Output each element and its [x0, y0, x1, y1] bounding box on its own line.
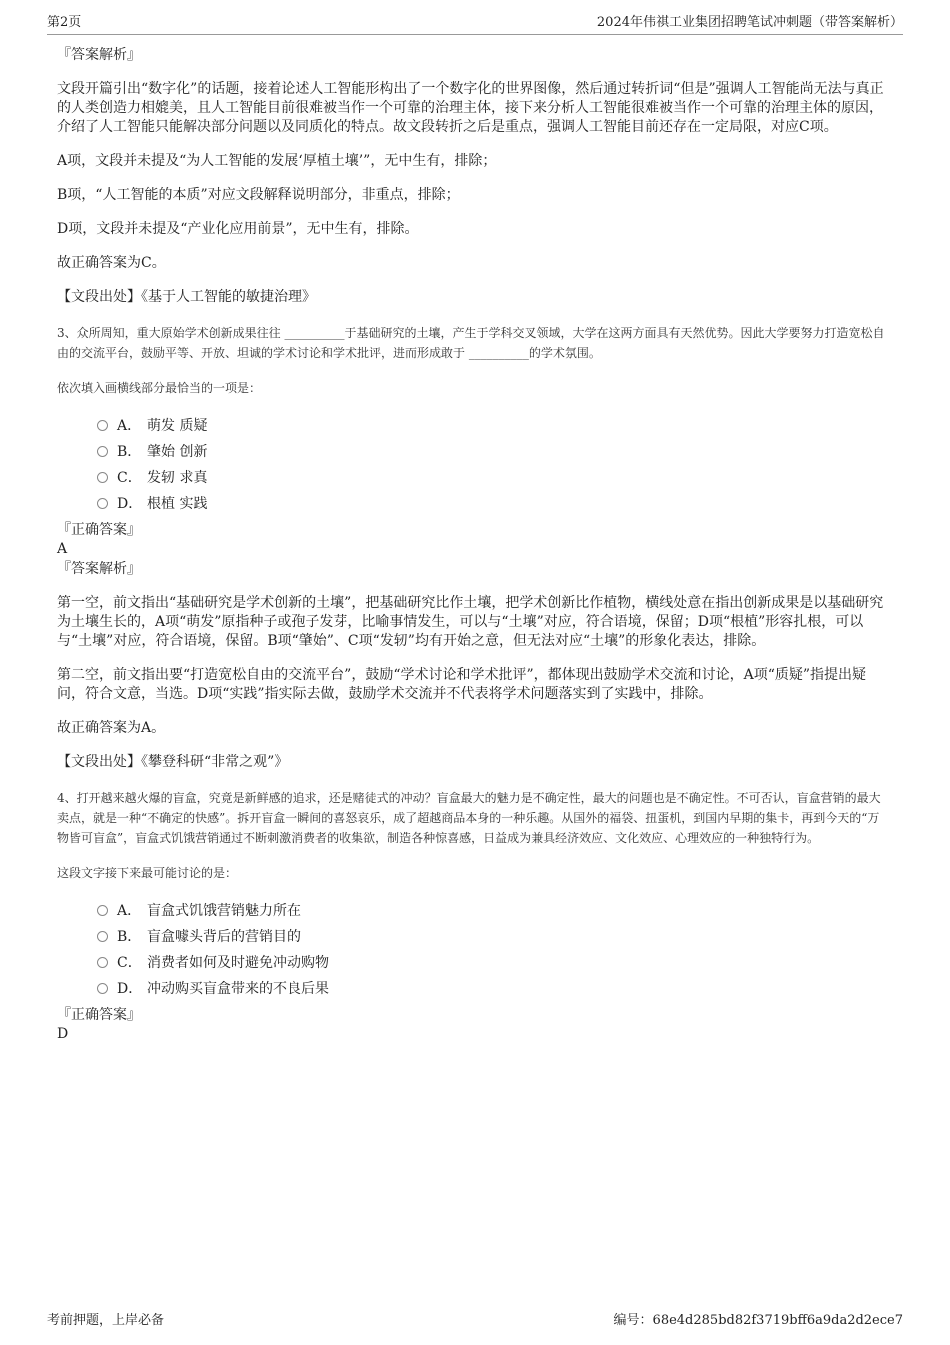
page-header	[47, 14, 903, 35]
radio-icon[interactable]	[97, 905, 108, 916]
analysis-paragraph: A项，文段并未提及“为人工智能的发展‘厚植土壤’”，无中生有，排除；	[57, 153, 497, 169]
q2-analysis	[57, 46, 887, 307]
correct-answer-value: D	[57, 1026, 69, 1042]
question-4	[57, 788, 887, 1043]
analysis-paragraph: D项，文段并未提及“产业化应用前景”，无中生有，排除。	[57, 221, 419, 237]
option-a[interactable]: A． 萌发 质疑	[97, 413, 887, 439]
correct-answer-label: 『正确答案』	[57, 1007, 141, 1023]
question-prompt: 依次填入画横线部分最恰当的一项是：	[57, 381, 262, 395]
option-b[interactable]: B． 肇始 创新	[97, 439, 887, 465]
radio-icon[interactable]	[97, 472, 108, 483]
option-b[interactable]: B． 盲盒噱头背后的营销目的	[97, 924, 887, 950]
question-stem: 3、众所周知，重大原始学术创新成果往往 __________于基础研究的土壤，产生于学科交叉领域，大学在这两方面具有天然优势。因此大学要努力打造宽松自由的交流平台，鼓励平等、开放、坦诚的学术讨论和学术批评，进而形成敢于 __________的学术氛围。	[57, 326, 885, 360]
source-citation: 【文段出处】《攀登科研“非常之观”》	[57, 754, 289, 770]
analysis-label: 『答案解析』	[57, 561, 141, 577]
option-c[interactable]: C． 发轫 求真	[97, 465, 887, 491]
radio-icon[interactable]	[97, 957, 108, 968]
analysis-conclusion: 故正确答案为C。	[57, 255, 166, 271]
analysis-label: 『答案解析』	[57, 47, 141, 63]
footer-slogan: 考前押题，上岸必备	[47, 1313, 165, 1328]
radio-icon[interactable]	[97, 446, 108, 457]
question-3	[57, 323, 887, 772]
analysis-conclusion: 故正确答案为A。	[57, 720, 166, 736]
option-list	[57, 898, 887, 1002]
page-number: 第2页	[47, 15, 82, 30]
option-a[interactable]: A． 盲盒式饥饿营销魅力所在	[97, 898, 887, 924]
analysis-paragraph: 第二空，前文指出要“打造宽松自由的交流平台”，鼓励“学术讨论和学术批评”，都体现出鼓励学术交流和讨论，A项“质疑”指提出疑问，符合文意，当选。D项“实践”指实际去做，鼓励学术交流并不代表将学术问题落实到了实践中，排除。	[57, 667, 867, 702]
analysis-paragraph: 第一空，前文指出“基础研究是学术创新的土壤”，把基础研究比作土壤，把学术创新比作植物，横线处意在指出创新成果是以基础研究为土壤生长的，A项“萌发”原指种子或孢子发芽，比喻事情发生，可以与“土壤”对应，符合语境，保留；D项“根植”形容扎根，可以与“土壤”对应，符合语境，保留。B项“肇始”、C项“发轫”均有开始之意，但无法对应“土壤”的形象化表达，排除。	[57, 595, 884, 649]
option-list	[57, 413, 887, 517]
question-prompt: 这段文字接下来最可能讨论的是：	[57, 866, 238, 880]
correct-answer-label: 『正确答案』	[57, 522, 141, 538]
radio-icon[interactable]	[97, 983, 108, 994]
document-title: 2024年伟祺工业集团招聘笔试冲刺题（带答案解析）	[596, 15, 903, 30]
correct-answer-value: A	[57, 541, 68, 557]
document-code: 编号：68e4d285bd82f3719bff6a9da2d2ece7	[613, 1313, 903, 1328]
radio-icon[interactable]	[97, 498, 108, 509]
source-citation: 【文段出处】《基于人工智能的敏捷治理》	[57, 289, 316, 305]
radio-icon[interactable]	[97, 420, 108, 431]
page-body	[57, 46, 887, 1043]
analysis-paragraph: 文段开篇引出“数字化”的话题，接着论述人工智能形构出了一个数字化的世界图像，然后通过转折词“但是”强调人工智能尚无法与真正的人类创造力相媲美，且人工智能目前很难被当作一个可靠的治理主体，接下来分析人工智能很难被当作一个可靠的治理主体的原因，介绍了人工智能只能解决部分问题以及同质化的特点。故文段转折之后是重点，强调人工智能目前还存在一定局限，对应C项。	[57, 81, 884, 135]
radio-icon[interactable]	[97, 931, 108, 942]
analysis-paragraph: B项，“人工智能的本质”对应文段解释说明部分，非重点，排除；	[57, 187, 460, 203]
option-c[interactable]: C． 消费者如何及时避免冲动购物	[97, 950, 887, 976]
option-d[interactable]: D． 冲动购买盲盒带来的不良后果	[97, 976, 887, 1002]
option-d[interactable]: D． 根植 实践	[97, 491, 887, 517]
question-stem: 4、打开越来越火爆的盲盒，究竟是新鲜感的追求，还是赌徒式的冲动？盲盒最大的魅力是不确定性，最大的问题也是不确定性。不可否认，盲盒营销的最大卖点，就是一种“不确定的快感”。拆开盲盒一瞬间的喜怒哀乐，成了超越商品本身的一种乐趣。从国外的福袋、扭蛋机，到国内早期的集卡，再到今天的“万物皆可盲盒”，盲盒式饥饿营销通过不断刺激消费者的收集欲，制造各种惊喜感，日益成为兼具经济效应、文化效应、心理效应的一种独特行为。	[57, 791, 881, 845]
